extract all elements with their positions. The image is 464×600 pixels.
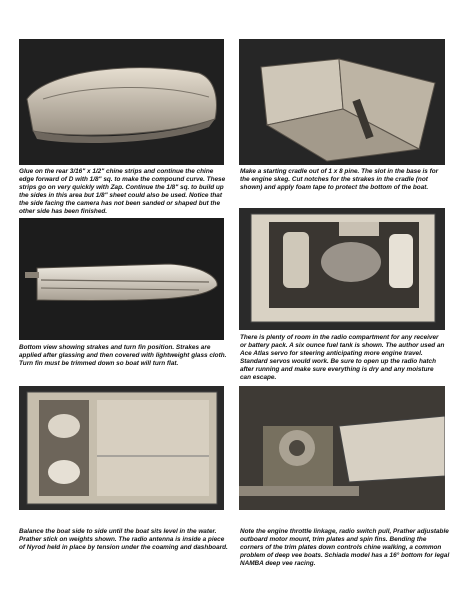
photo-engine-mount bbox=[239, 386, 445, 510]
photo-balance-weights bbox=[19, 386, 224, 510]
photo-starting-cradle bbox=[239, 39, 445, 165]
caption-photo-6: Note the engine throttle linkage, radio switch pull, Prather adjustable outboard motor mount, trim plates and spin fins. Bending the corners of the trim plates down controls chine walking, a common problem of deep vee boats. Schiada model has a 16° bottom for legal NAMBA deep vee racing. bbox=[240, 528, 450, 567]
photo-radio-compartment bbox=[239, 208, 445, 330]
photo-hull-chine-strips bbox=[19, 39, 224, 165]
caption-photo-3: Bottom view showing strakes and turn fin position. Strakes are applied after glassing and then covered with lightweight glass cloth. Turn fin must be trimmed down so boat will turn flat. bbox=[19, 344, 227, 367]
caption-photo-5: Balance the boat side to side until the boat sits level in the water. Prather stick on weights shown. The radio antenna is inside a piece of Nyrod held in place by tension under the coaming and dashboard. bbox=[19, 528, 228, 551]
caption-photo-1: Glue on the rear 3/16" x 1/2" chine strips and continue the chine edge forward of D with 1/8" sq. to make the compound curve. These strips go on very quickly with Zap. Continue the 1/8" sq. to build up the sides in this area but 1/8" sheet could also be used. Notice that the side facing the camera has not been sanded or shaped but the other side has been finished. bbox=[19, 168, 226, 215]
caption-photo-4: There is plenty of room in the radio compartment for any receiver or battery pack. A six ounce fuel tank is shown. The author used an Ace Atlas servo for steering anticipating more engine travel. Standard servos would work. Be sure to open up the radio hatch after running and make sure everything is dry and any moisture can escape. bbox=[240, 334, 445, 381]
caption-photo-2: Make a starting cradle out of 1 x 8 pine. The slot in the base is for the engine skeg. Cut notches for the strakes in the cradle (not shown) and apply foam tape to protect the bottom of the boat. bbox=[240, 168, 439, 191]
photo-bottom-view-strakes bbox=[19, 218, 224, 340]
